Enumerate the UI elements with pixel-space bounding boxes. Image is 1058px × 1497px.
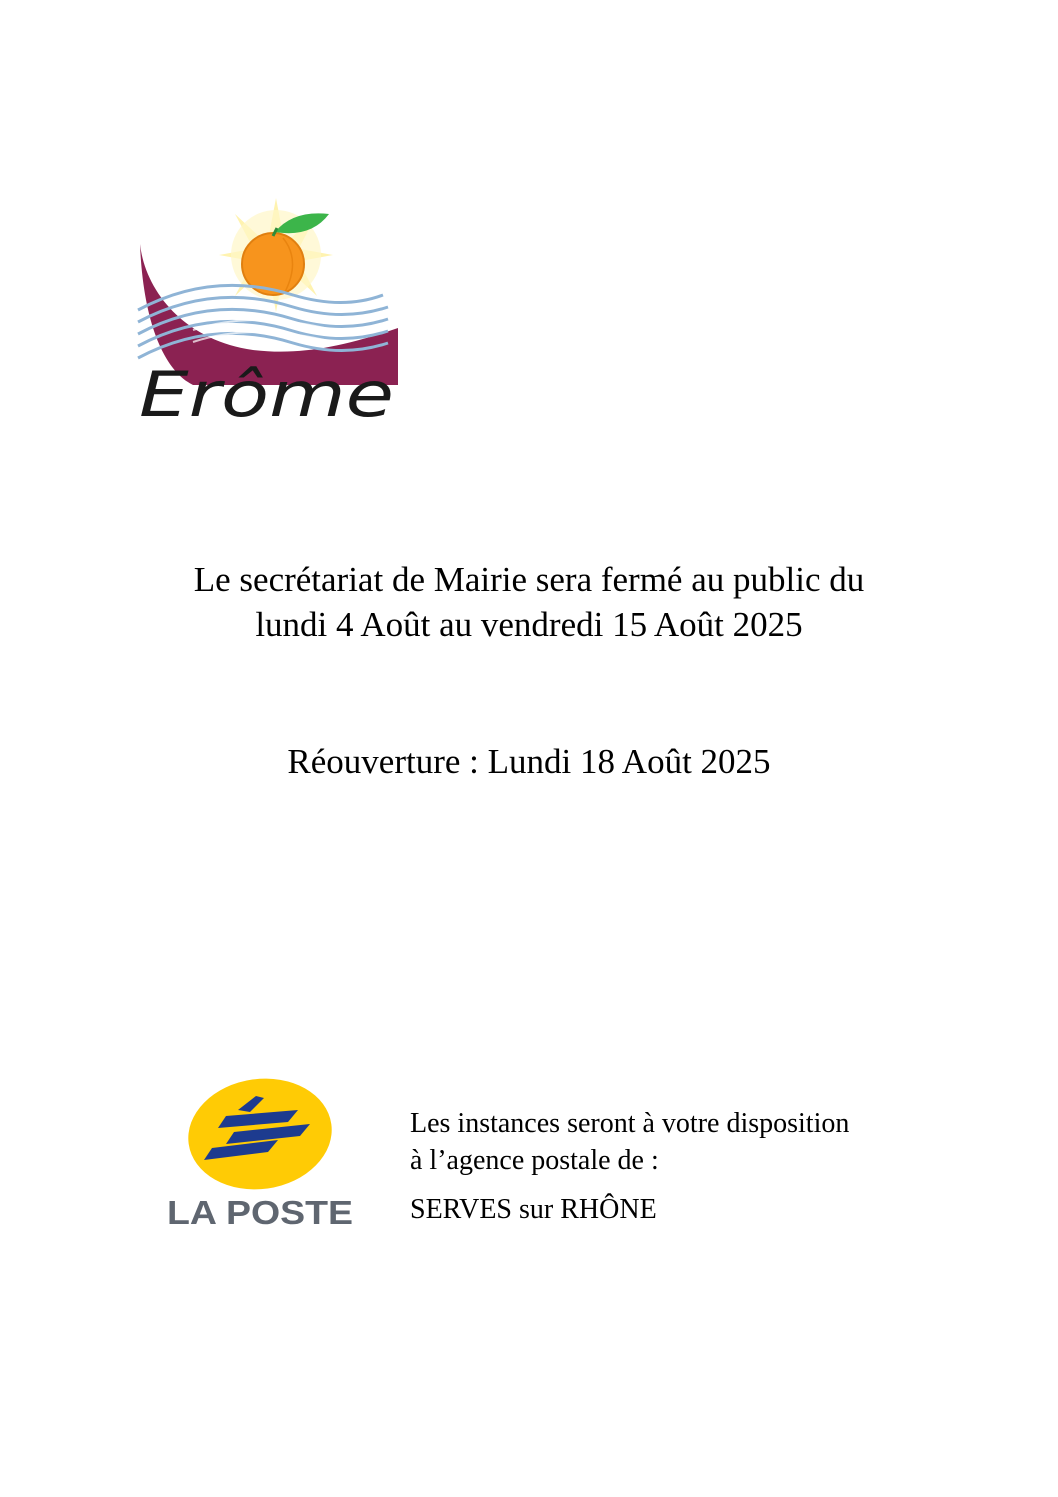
la-poste-logo-icon xyxy=(160,1074,360,1234)
closure-notice xyxy=(60,557,998,647)
erome-wordmark: Erôme xyxy=(139,358,394,431)
erome-logo-icon xyxy=(133,180,403,440)
reopening-date: Réouverture : Lundi 18 Août 2025 xyxy=(287,742,771,781)
postal-agency-info xyxy=(410,1105,970,1228)
closure-line-1: Le secrétariat de Mairie sera fermé au public du xyxy=(193,560,865,599)
postal-agency-place: SERVES sur RHÔNE xyxy=(410,1194,657,1225)
instances-line-2: à l’agence postale de : xyxy=(410,1145,659,1176)
erome-logo xyxy=(133,180,403,440)
closure-line-2: lundi 4 Août au vendredi 15 Août 2025 xyxy=(255,605,803,644)
instances-line-1: Les instances seront à votre disposition xyxy=(410,1108,850,1139)
la-poste-logo xyxy=(160,1074,360,1234)
poste-wordmark: LA POSTE xyxy=(167,1194,353,1231)
